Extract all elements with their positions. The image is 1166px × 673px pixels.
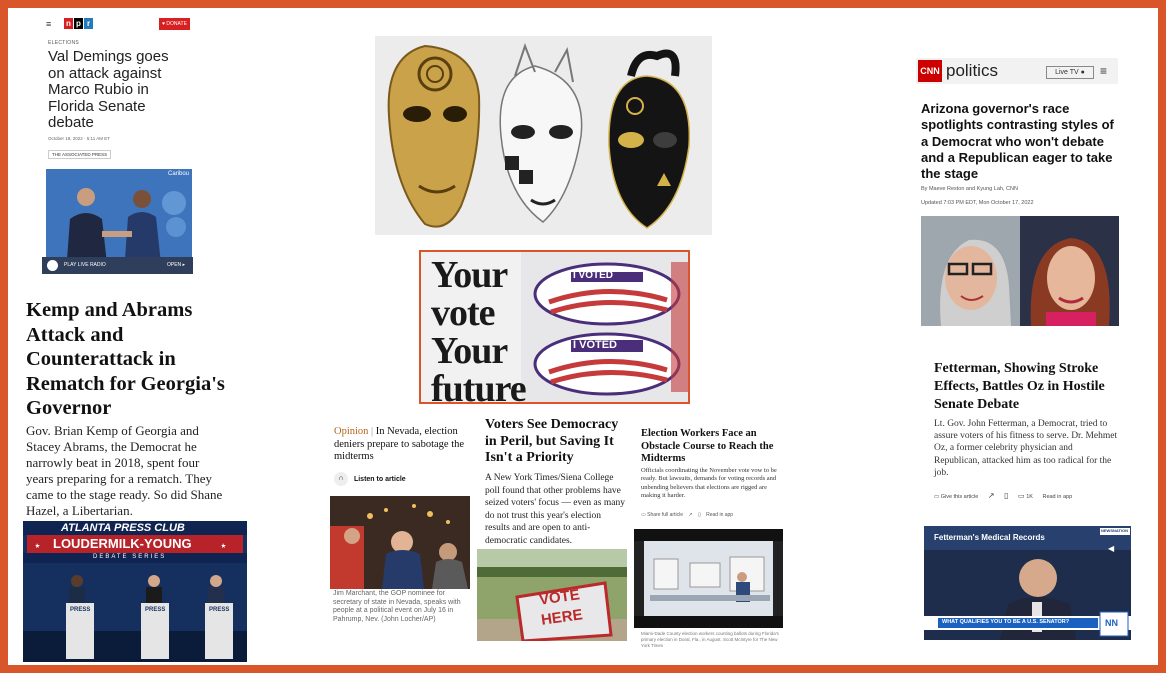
kemp-headline[interactable]: Kemp and Abrams Attack and Counterattack in Rematch for Georgia's Governor [26,299,225,419]
workers-summary: Officials coordinating the November vote vow to be ready. But lawsuits, demands for voting records and unbending believers that elections are rigged are making it harder. [641,467,777,499]
npr-logo-n: n [64,18,73,29]
gift-icon[interactable]: ▭ [934,494,940,500]
candidates-photo [921,216,1119,326]
voters-headline[interactable]: Voters See Democracy in Peril, but Saving It Isn't a Priority [485,417,619,465]
play-icon[interactable] [47,260,58,271]
vote-sign-text-2: HERE [540,606,584,629]
give-article-button[interactable]: Give this article [940,494,979,500]
slogan-line-1: Your [431,254,508,296]
debate-series-label: DEBATE SERIES [93,554,167,560]
podium-label-2: PRESS [145,607,166,613]
fetterman-summary: Lt. Gov. John Fetterman, a Democrat, tried to assure voters of his fitness to serve. Dr. Mehmet Oz, a former celebrity physician and Republican, attacked him as too radical for the job. [934,419,1118,478]
cnn-updated-time: Updated 7:03 PM EDT, Mon October 17, 2022 [921,200,1034,206]
lower-third-question: WHAT QUALIFIES YOU TO BE A U.S. SENATOR? [942,619,1070,625]
opinion-headline-block[interactable]: Opinion | In Nevada, election deniers prepare to sabotage the midterms [334,426,465,462]
listen-label: Listen to article [353,476,406,483]
debate-title: LOUDERMILK-YOUNG [53,536,192,551]
podium-label-1: PRESS [70,607,91,613]
workers-headline[interactable]: Election Workers Face an Obstacle Course to Reach the Midterms [641,428,774,464]
comment-count[interactable]: 1K [1026,494,1033,500]
kemp-summary: Gov. Brian Kemp of Georgia and Stacey Abrams, the Democrat he narrowly beat in 2018, spent four years preparing for a rematch. They came to the stage ready. So did Shane Hazel, a Libertarian. [26,423,223,518]
vote-here-photo [477,549,627,641]
sticker-label-top: I VOTED [573,270,614,281]
atlanta-debate-photo [23,521,247,662]
politics-section-label[interactable]: politics [946,61,998,80]
nevada-event-photo [330,496,470,589]
npr-logo-p: p [74,18,83,29]
menu-icon[interactable]: ≡ [46,19,52,29]
mute-icon[interactable]: ◀ [1108,544,1115,553]
cnn-headline[interactable]: Arizona governor's race spotlights contrasting styles of a Democrat who won't debate and a Republican eager to take the stage [921,101,1114,182]
category-label: ELECTIONS [48,40,80,46]
article-toolbar [641,512,781,518]
npr-logo[interactable] [64,18,94,29]
opinion-headline: In Nevada, election deniers prepare to sabotage the midterms [334,426,465,462]
vote-sign-text-1: VOTE [538,586,581,609]
bookmark-icon[interactable]: ▯ [1004,491,1009,500]
open-button[interactable]: OPEN ▸ [167,262,186,268]
share-icon[interactable]: ↗ [688,512,693,518]
share-full-article-button[interactable]: Share full article [647,512,683,518]
voters-summary: A New York Times/Siena College poll found that other problems have seized voters' focus — even as many do not trust this year's election results and are open to anti-democratic candidates. [485,473,625,546]
live-radio-bar[interactable] [42,257,193,274]
workers-photo-caption: Miami-Dade County election workers counting ballots during Florida's primary election in Doral, Fla., in August. Scott McIntyre for The New York Times [641,631,779,648]
read-in-app-button[interactable]: Read in app [1042,494,1073,500]
comment-icon[interactable]: ▭ [1018,493,1025,500]
newsnation-bug: NEWSNATION [1101,528,1129,533]
segment-title: Fetterman's Medical Records [934,533,1045,542]
slogan-line-2: vote [431,292,495,334]
read-in-app-button[interactable]: Read in app [706,512,734,518]
npr-logo-r: r [84,18,93,29]
gift-icon[interactable]: ▭ [641,512,646,518]
hamburger-menu-icon[interactable]: ≡ [1100,64,1108,78]
backdrop-text: Caribou [168,171,190,177]
share-icon[interactable]: ↗ [987,491,995,500]
slogan-line-3: Your [431,330,508,372]
press-club-label: ATLANTA PRESS CLUB [61,522,185,534]
sticker-label-bottom: I VOTED [573,339,618,351]
live-tv-button[interactable]: Live TV ● [1046,66,1094,79]
slogan-line-4: future [431,368,526,410]
newsnation-debate-photo [924,526,1131,640]
vote-slogan [431,256,526,408]
cnn-byline: By Maeve Reston and Kyung Lah, CNN [921,186,1018,192]
fetterman-toolbar [934,491,1114,505]
listen-to-article-button[interactable] [334,471,414,488]
opinion-label: Opinion [334,426,369,437]
npr-date: October 19, 2022 · 5:11 AM ET [48,136,110,141]
masks-image [375,36,712,235]
opinion-photo-caption: Jim Marchant, the GOP nominee for secretary of state in Nevada, speaks with people at a political event on July 16 in Pahrump, Nev. (John Locher/AP) [333,590,461,623]
bookmark-icon[interactable]: ▯ [697,512,701,518]
fetterman-headline[interactable]: Fetterman, Showing Stroke Effects, Battles Oz in Hostile Senate Debate [934,361,1105,412]
play-live-radio-label: PLAY LIVE RADIO [64,262,106,268]
headphones-icon: ∩ [334,472,348,486]
podium-label-3: PRESS [209,607,230,613]
cnn-logo[interactable]: CNN [918,60,942,82]
election-workers-photo [634,529,783,628]
source-badge: THE ASSOCIATED PRESS [48,150,111,159]
nn-logo: NN [1105,618,1118,628]
donate-button[interactable]: ♥ DONATE [159,18,190,30]
npr-headline[interactable]: Val Demings goes on attack against Marco Rubio in Florida Senate debate [48,48,169,131]
